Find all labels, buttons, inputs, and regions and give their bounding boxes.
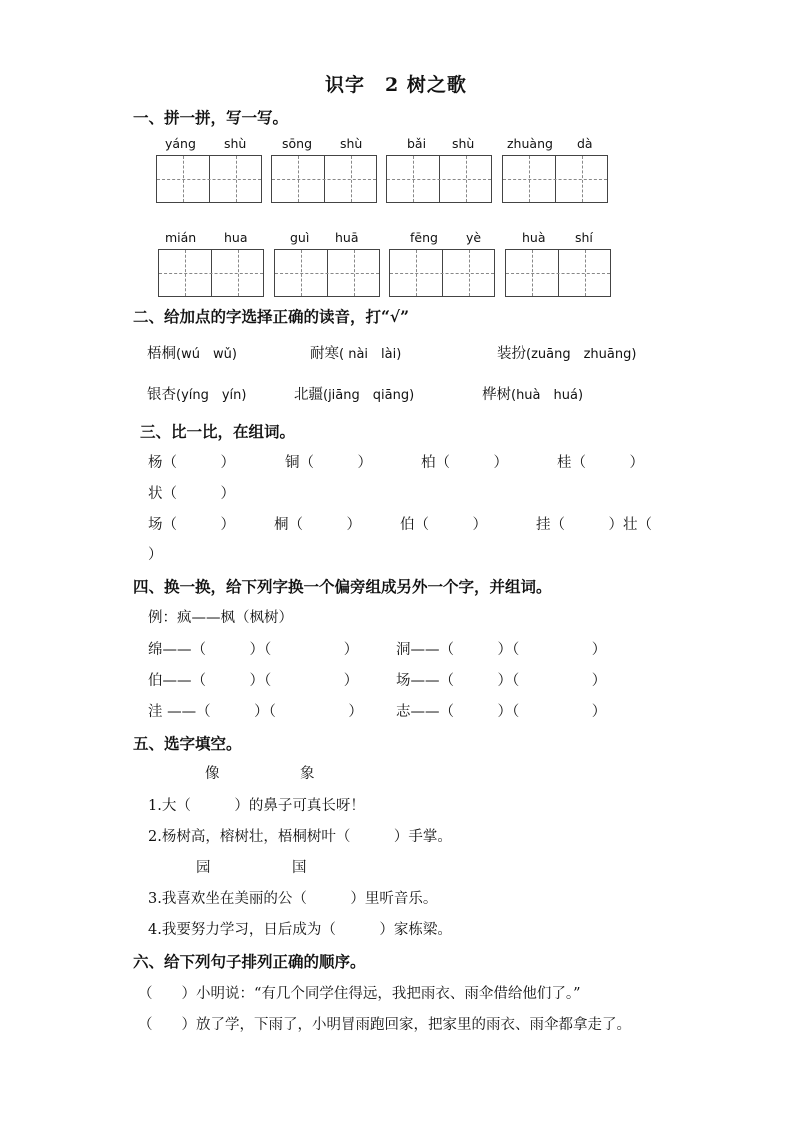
radical-item: 绵——（ ）（ ） (148, 642, 359, 658)
pinyin: huā (335, 230, 359, 245)
radical-item: 志——（ ）（ ） (396, 704, 607, 720)
section-4-heading: 四、换一换，给下列字换一个偏旁组成另外一个字，并组词。 (133, 577, 552, 596)
page-title: 识字 2 树之歌 (325, 74, 467, 96)
writing-grid[interactable] (502, 155, 608, 203)
pinyin: fēng (410, 230, 438, 245)
choice-char: 像 (205, 766, 220, 782)
choice-char: 国 (292, 860, 307, 876)
writing-grid[interactable] (389, 249, 495, 297)
radical-item: 场——（ ）（ ） (396, 673, 607, 689)
pinyin: shù (340, 136, 363, 151)
writing-grid[interactable] (505, 249, 611, 297)
writing-grid[interactable] (271, 155, 377, 203)
pinyin: sōng (282, 136, 313, 151)
compare-item: 挂（ ）壮（ (536, 517, 652, 533)
pinyin: shù (224, 136, 247, 151)
writing-grid[interactable] (158, 249, 264, 297)
section-2-heading: 二、给加点的字选择正确的读音，打“√” (133, 307, 410, 326)
fill-question: 4.我要努力学习，日后成为（ ）家栋梁。 (148, 922, 452, 938)
word-item: 银杏(yíng yín) (147, 387, 247, 403)
compare-item: 柏（ ） (421, 455, 508, 471)
word-item: 装扮(zuāng zhuāng) (497, 346, 637, 362)
example-line: 例：疯——枫（枫树） (148, 610, 293, 626)
compare-item: 桐（ ） (274, 517, 361, 533)
pinyin: bǎi (407, 136, 427, 151)
compare-item: 场（ ） (148, 517, 235, 533)
fill-question: 1.大（ ）的鼻子可真长呀！ (148, 798, 365, 814)
section-5-heading: 五、选字填空。 (133, 734, 242, 753)
compare-item: 杨（ ） (148, 455, 235, 471)
word-item: 北疆(jiāng qiāng) (294, 387, 415, 403)
pinyin: zhuàng (507, 136, 553, 151)
section-6-heading: 六、给下列句子排列正确的顺序。 (133, 952, 366, 971)
section-1-heading: 一、拼一拼，写一写。 (133, 108, 289, 127)
writing-grid[interactable] (274, 249, 380, 297)
pinyin: hua (224, 230, 248, 245)
word-item: 桦树(huà huá) (482, 387, 584, 403)
pinyin: shù (452, 136, 475, 151)
choice-char: 象 (300, 766, 315, 782)
section-3-heading: 三、比一比，在组词。 (140, 422, 296, 441)
compare-item: ） (148, 547, 163, 563)
fill-question: 3.我喜欢坐在美丽的公（ ）里听音乐。 (148, 891, 438, 907)
order-sentence: （ ）小明说：“有几个同学住得远，我把雨衣、雨伞借给他们了。” (138, 986, 581, 1002)
order-sentence: （ ）放了学，下雨了，小明冒雨跑回家，把家里的雨衣、雨伞都拿走了。 (138, 1017, 631, 1033)
pinyin: mián (165, 230, 197, 245)
radical-item: 洞——（ ）（ ） (396, 642, 607, 658)
choice-char: 园 (196, 860, 211, 876)
radical-item: 洼 ——（ ）（ ） (148, 704, 363, 720)
compare-item: 铜（ ） (285, 455, 372, 471)
radical-item: 伯——（ ）（ ） (148, 673, 359, 689)
pinyin: guì (290, 230, 310, 245)
compare-item: 状（ ） (148, 486, 235, 502)
compare-item: 伯（ ） (400, 517, 487, 533)
pinyin: shí (575, 230, 593, 245)
pinyin: huà (522, 230, 546, 245)
fill-question: 2.杨树高，榕树壮，梧桐树叶（ ）手掌。 (148, 829, 452, 845)
pinyin: yè (466, 230, 482, 245)
compare-item: 桂（ ） (557, 455, 644, 471)
pinyin: dà (577, 136, 593, 151)
writing-grid[interactable] (156, 155, 262, 203)
word-item: 耐寒( nài lài) (310, 346, 402, 362)
pinyin: yáng (165, 136, 196, 151)
word-item: 梧桐(wú wǔ) (147, 346, 237, 362)
writing-grid[interactable] (386, 155, 492, 203)
